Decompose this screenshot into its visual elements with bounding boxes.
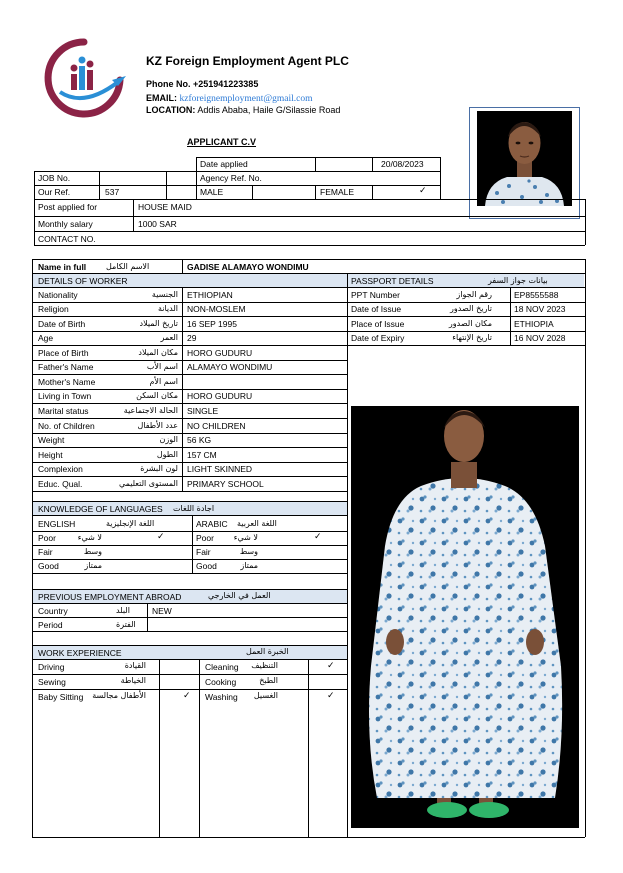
previous-header-ar: العمل في الخارجي — [208, 591, 271, 600]
languages-header: KNOWLEDGE OF LANGUAGES — [38, 504, 163, 514]
passport-value: ETHIOPIA — [514, 318, 554, 329]
detail-label: Height — [38, 449, 63, 460]
passport-label: Date of Issue — [351, 304, 402, 314]
work-right-check: ✓ — [327, 691, 335, 701]
work-left-check: ✓ — [183, 691, 191, 701]
arabic-level-check: ✓ — [314, 532, 322, 542]
passport-value: 18 NOV 2023 — [514, 304, 566, 314]
details-row-divider — [32, 491, 347, 492]
detail-value: SINGLE — [187, 405, 219, 416]
detail-label: Marital status — [38, 405, 89, 416]
work-left-label-ar: القيادة — [124, 661, 146, 670]
passport-value: 16 NOV 2028 — [514, 333, 566, 343]
arabic-level-label: Good — [196, 561, 217, 571]
passport-label-ar: تاريخ الإنتهاء — [452, 333, 492, 342]
detail-label: Date of Birth — [38, 318, 86, 329]
work-right-label-ar: الطبخ — [259, 676, 278, 685]
detail-label: Complexion — [38, 464, 83, 475]
languages-header-ar: اجادة اللغات — [173, 504, 215, 513]
name-in-full-label: Name in full — [38, 262, 87, 272]
english-level-check: ✓ — [157, 532, 165, 542]
country-label-ar: البلد — [116, 606, 130, 615]
country-label: Country — [38, 606, 68, 616]
arabic-level-label-ar: لا شيء — [233, 533, 258, 542]
english-level-label-ar: وسط — [83, 547, 102, 556]
passport-header-ar: بيانات جواز السفر — [488, 276, 548, 285]
arabic-level-label-ar: وسط — [239, 547, 258, 556]
email-label: EMAIL: — [146, 93, 177, 103]
detail-value: 56 KG — [187, 435, 212, 445]
detail-label-ar: المستوى التعليمي — [118, 478, 178, 488]
female-label: FEMALE — [320, 187, 355, 197]
detail-label: No. of Children — [38, 420, 95, 431]
detail-label: Age — [38, 333, 54, 344]
post-applied-label: Post applied for — [38, 202, 98, 212]
passport-label-ar: مكان الصدور — [448, 318, 492, 328]
date-applied-label: Date applied — [200, 159, 248, 169]
previous-header: PREVIOUS EMPLOYMENT ABROAD — [38, 592, 182, 602]
work-right-label: Cooking — [205, 677, 237, 687]
english-label-ar: اللغة الإنجليزية — [106, 519, 155, 528]
female-check: ✓ — [419, 186, 427, 196]
arabic-level-label-ar: ممتاز — [240, 561, 258, 570]
english-level-label-ar: ممتاز — [84, 561, 102, 570]
company-name: KZ Foreign Employment Agent PLC — [146, 54, 349, 68]
arabic-level-label: Poor — [196, 533, 214, 543]
passport-row-divider — [347, 345, 585, 346]
contact-no-label: CONTACT NO. — [38, 234, 96, 244]
company-phone: Phone No. +251941223385 — [146, 79, 259, 89]
our-ref-value: 537 — [105, 187, 120, 197]
detail-label-ar: اسم الأب — [146, 362, 178, 372]
detail-label: Mother's Name — [38, 376, 96, 387]
full-body-photo — [351, 406, 579, 828]
passport-label-ar: رقم الجواز — [456, 289, 492, 299]
detail-label: Nationality — [38, 289, 78, 300]
detail-value: NO CHILDREN — [187, 420, 246, 431]
company-location-line — [146, 104, 340, 116]
work-left-label: Driving — [38, 662, 65, 672]
arabic-label: ARABIC — [196, 519, 228, 529]
work-right-label-ar: التنظيف — [251, 661, 278, 670]
work-header: WORK EXPERIENCE — [38, 648, 122, 658]
detail-label-ar: مكان السكن — [136, 391, 178, 401]
page-title: APPLICANT C.V — [187, 137, 257, 147]
detail-label: Living in Town — [38, 391, 92, 402]
detail-label: Father's Name — [38, 362, 94, 373]
work-right-label-ar: الغسيل — [253, 691, 278, 700]
name-in-full-value: GADISE ALAMAYO WONDIMU — [187, 262, 309, 272]
details-col-divider — [182, 287, 183, 491]
work-left-label-ar: الأطفال مجالسة — [92, 691, 146, 700]
detail-value: LIGHT SKINNED — [187, 464, 253, 475]
passport-label-ar: تاريخ الصدور — [450, 304, 492, 313]
detail-label-ar: الوزن — [159, 435, 178, 444]
name-in-full-label-ar: الاسم الكامل — [106, 262, 150, 271]
work-right-label: Cleaning — [205, 662, 239, 672]
company-logo — [38, 36, 130, 120]
monthly-salary-label: Monthly salary — [38, 219, 93, 229]
english-level-label: Good — [38, 561, 59, 571]
detail-label-ar: عدد الأطفال — [137, 420, 178, 430]
detail-label-ar: مكان الميلاد — [138, 347, 178, 357]
date-applied-value: 20/08/2023 — [381, 159, 424, 169]
email-link[interactable]: kzforeignemployment@gmail.com — [179, 94, 313, 104]
period-label-ar: الفترة — [116, 620, 136, 629]
detail-value: 16 SEP 1995 — [187, 318, 237, 329]
work-right-label: Washing — [205, 692, 238, 702]
work-left-label: Baby Sitting — [38, 692, 84, 702]
detail-label-ar: الطول — [156, 449, 178, 459]
detail-label: Religion — [38, 304, 69, 315]
detail-value: PRIMARY SCHOOL — [187, 478, 264, 489]
work-header-ar: الخبرة العمل — [246, 647, 289, 656]
detail-label-ar: الجنسية — [151, 289, 178, 299]
post-applied-value: HOUSE MAID — [138, 202, 192, 212]
details-header: DETAILS OF WORKER — [38, 276, 128, 286]
country-value: NEW — [152, 606, 172, 616]
detail-value: NON-MOSLEM — [187, 304, 246, 315]
english-label: ENGLISH — [38, 519, 76, 529]
location-label: LOCATION: — [146, 105, 196, 115]
english-level-label: Fair — [38, 547, 53, 557]
work-left-label: Sewing — [38, 677, 66, 687]
detail-label-ar: الحالة الاجتماعية — [123, 405, 178, 415]
detail-label-ar: العمر — [160, 333, 178, 343]
arabic-label-ar: اللغة العربية — [237, 519, 277, 528]
work-left-label-ar: الخياطة — [120, 676, 146, 685]
monthly-salary-value: 1000 SAR — [138, 219, 177, 229]
detail-label-ar: تاريخ الميلاد — [139, 318, 178, 328]
detail-value: ALAMAYO WONDIMU — [187, 362, 273, 373]
english-level-label: Poor — [38, 533, 56, 543]
detail-label: Place of Birth — [38, 347, 89, 358]
passport-label: Place of Issue — [351, 318, 405, 329]
detail-label-ar: اسم الأم — [149, 376, 178, 386]
detail-value: HORO GUDURU — [187, 391, 253, 402]
detail-value: HORO GUDURU — [187, 347, 253, 358]
work-right-check: ✓ — [327, 661, 335, 671]
period-label: Period — [38, 620, 63, 630]
male-label: MALE — [200, 187, 224, 197]
arabic-level-label: Fair — [196, 547, 211, 557]
passport-header: PASSPORT DETAILS — [351, 276, 434, 286]
detail-label-ar: الديانة — [157, 304, 178, 314]
passport-col-divider — [510, 287, 511, 345]
job-no-label: JOB No. — [38, 173, 71, 183]
detail-value: ETHIOPIAN — [187, 289, 233, 300]
passport-value: EP8555588 — [514, 289, 559, 300]
detail-label: Educ. Qual. — [38, 478, 83, 489]
passport-label: Date of Expiry — [351, 333, 405, 343]
detail-label: Weight — [38, 435, 65, 445]
detail-value: 157 CM — [187, 449, 217, 460]
english-level-label-ar: لا شيء — [77, 533, 102, 542]
location-value: Addis Ababa, Haile G/Silassie Road — [197, 105, 341, 115]
passport-label: PPT Number — [351, 289, 400, 300]
detail-label-ar: لون البشرة — [140, 464, 178, 474]
detail-value: 29 — [187, 333, 197, 344]
our-ref-label: Our Ref. — [38, 187, 71, 197]
portrait-photo — [477, 111, 572, 206]
agency-ref-label: Agency Ref. No. — [200, 173, 262, 183]
